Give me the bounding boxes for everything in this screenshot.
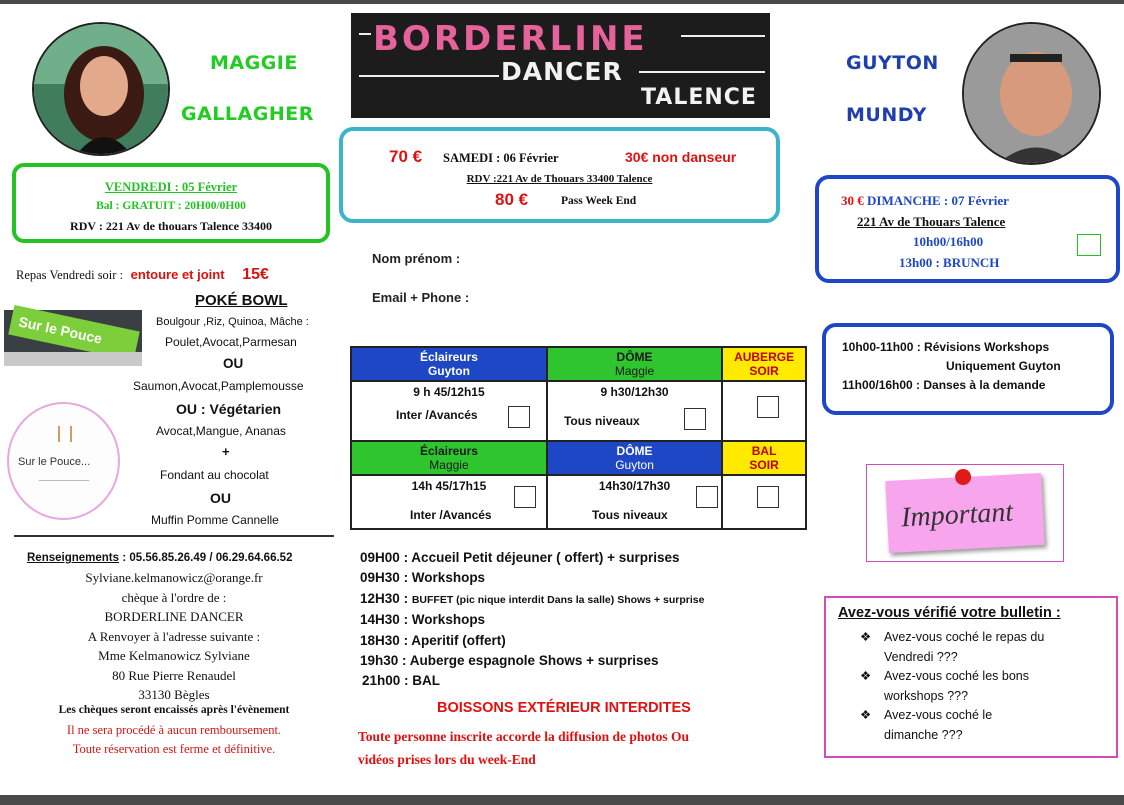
r1-c2-header: DÔME Maggie bbox=[547, 347, 722, 381]
shop-sign: Sur le Pouce bbox=[17, 313, 104, 347]
workshops-info-box bbox=[822, 323, 1114, 415]
organizer-left-lastname: GALLAGHER bbox=[181, 103, 314, 125]
guyton-photo bbox=[962, 22, 1101, 165]
sunday-checkbox[interactable] bbox=[1077, 234, 1101, 256]
logo-line2: DANCER bbox=[501, 57, 623, 86]
dessert-2: Muffin Pomme Cannelle bbox=[151, 513, 279, 527]
friday-bal: Bal : GRATUIT : 20H00/0H00 bbox=[96, 200, 246, 212]
checklist-item: ❖ Avez-vous coché les bons workshops ??? bbox=[860, 669, 1029, 703]
meal-line: Repas Vendredi soir : entoure et joint 15€ bbox=[16, 266, 269, 283]
meal-option1a: Boulgour ,Riz, Quinoa, Mâche : bbox=[156, 316, 309, 328]
saturday-day: SAMEDI : 06 Février bbox=[443, 151, 559, 165]
important-note bbox=[885, 473, 1045, 553]
organizer-left-firstname: MAGGIE bbox=[210, 52, 298, 74]
bottom-border bbox=[0, 795, 1124, 805]
meal-or1: OU bbox=[223, 356, 244, 371]
r2-c1-checkbox[interactable] bbox=[514, 486, 536, 508]
r1-c3-header: AUBERGE SOIR bbox=[722, 347, 806, 381]
logo-line3: TALENCE bbox=[641, 85, 757, 110]
borderline-logo bbox=[351, 13, 770, 118]
contact-city: 33130 Bègles bbox=[138, 687, 210, 702]
r2-c2-body: 14h30/17h30 Tous niveaux bbox=[547, 475, 722, 529]
dessert-1: Fondant au chocolat bbox=[160, 468, 269, 482]
r1-c1-body: 9 h 45/12h15 Inter /Avancés bbox=[351, 381, 547, 441]
sunday-address: 221 Av de Thouars Talence bbox=[857, 214, 1006, 229]
saturday-price: 70 € bbox=[389, 147, 423, 166]
organizer-right-lastname: MUNDY bbox=[846, 104, 927, 126]
sunday-box bbox=[815, 175, 1120, 283]
final-notice: Toute réservation est ferme et définitive. bbox=[72, 742, 276, 756]
meal-option2: Saumon,Avocat,Pamplemousse bbox=[133, 379, 304, 393]
schedule-item: 21h00 : BAL bbox=[362, 673, 441, 689]
sunday-heading: 30 € DIMANCHE : 07 Février bbox=[841, 193, 1009, 208]
shop-photo bbox=[4, 310, 142, 366]
saturday-box bbox=[339, 127, 780, 223]
schedule-item: 09H30 : Workshops bbox=[360, 570, 486, 586]
contact-payee: BORDERLINE DANCER bbox=[104, 609, 244, 624]
diamond-bullet-icon: ❖ bbox=[860, 669, 872, 683]
schedule-item: 12H30 : BUFFET (pic nique interdit Dans la salle) Shows + surprise bbox=[360, 590, 705, 606]
meal-plus: + bbox=[222, 444, 230, 459]
r1-c3-checkbox[interactable] bbox=[757, 396, 779, 418]
organizer-right-firstname: GUYTON bbox=[846, 52, 939, 74]
meal-vegetarian: OU : Végétarien bbox=[176, 401, 282, 417]
meal-title: POKÉ BOWL bbox=[195, 292, 288, 309]
checklist-title: Avez-vous vérifié votre bulletin : bbox=[838, 605, 1061, 621]
shop-logo-text: Sur le Pouce... bbox=[18, 456, 91, 468]
contact-send: A Renvoyer à l'adresse suivante : bbox=[87, 628, 261, 644]
sunday-brunch: 13h00 : BRUNCH bbox=[899, 255, 1000, 270]
checklist-item: ❖ Avez-vous coché le repas du Vendredi ??? bbox=[860, 630, 1045, 664]
r1-c1-checkbox[interactable] bbox=[508, 406, 530, 428]
checklist-box bbox=[824, 596, 1118, 758]
saturday-nondancer: 30€ non danseur bbox=[625, 149, 737, 165]
maggie-photo bbox=[32, 22, 170, 156]
schedule-item: 18H30 : Aperitif (offert) bbox=[360, 632, 506, 648]
workshops-info-line3: 11h00/16h00 : Danses à la demande bbox=[842, 378, 1046, 392]
meal-or2: OU bbox=[210, 490, 231, 506]
shop-logo bbox=[7, 402, 120, 520]
logo-line1: BORDERLINE bbox=[373, 19, 648, 59]
important-text: Important bbox=[900, 496, 1014, 534]
diamond-bullet-icon: ❖ bbox=[860, 630, 872, 644]
fork-icon bbox=[58, 426, 72, 442]
contact-phones: Renseignements : 05.56.85.26.49 / 06.29.64.66.52 bbox=[27, 552, 293, 564]
r2-c2-checkbox[interactable] bbox=[696, 486, 718, 508]
friday-title: VENDREDI : 05 Février bbox=[104, 180, 238, 194]
contact-email: Sylviane.kelmanowicz@orange.fr bbox=[85, 570, 263, 585]
schedule-item: 19h30 : Auberge espagnole Shows + surprises bbox=[360, 653, 659, 669]
r1-c2-checkbox[interactable] bbox=[684, 408, 706, 430]
contact-label: Email + Phone : bbox=[372, 290, 470, 305]
meal-option1b: Poulet,Avocat,Parmesan bbox=[165, 335, 297, 349]
sunday-hours: 10h00/16h00 bbox=[913, 234, 984, 249]
cheques-notice: Les chèques seront encaissés après l'évènement bbox=[58, 704, 290, 716]
contact-block bbox=[14, 568, 334, 705]
workshop-table bbox=[350, 346, 807, 530]
pass-price: 80 € bbox=[495, 190, 529, 209]
workshops-info-line2: Uniquement Guyton bbox=[946, 359, 1061, 373]
schedule-item: 09H00 : Accueil Petit déjeuner ( offert) + surprises bbox=[360, 550, 680, 565]
drinks-notice: BOISSONS EXTÉRIEUR INTERDITES bbox=[437, 700, 691, 716]
diamond-bullet-icon: ❖ bbox=[860, 708, 872, 722]
important-frame bbox=[866, 464, 1064, 562]
pin-icon bbox=[955, 469, 972, 486]
top-border bbox=[0, 0, 1124, 4]
workshops-info-line1: 10h00-11h00 : Révisions Workshops bbox=[842, 340, 1050, 354]
schedule-item: 14H30 : Workshops bbox=[360, 612, 486, 628]
checklist-item: ❖ Avez-vous coché le dimanche ??? bbox=[860, 708, 993, 742]
schedule bbox=[360, 548, 780, 692]
r2-c3-header: BAL SOIR bbox=[722, 441, 806, 475]
r2-c2-header: DÔME Guyton bbox=[547, 441, 722, 475]
name-label: Nom prénom : bbox=[372, 251, 461, 266]
r2-c1-header: Éclaireurs Maggie bbox=[351, 441, 547, 475]
contact-person: Mme Kelmanowicz Sylviane bbox=[98, 648, 250, 663]
r2-c3-body bbox=[722, 475, 806, 529]
saturday-rdv: RDV :221 Av de Thouars 33400 Talence bbox=[466, 173, 653, 185]
pass-label: Pass Week End bbox=[561, 195, 637, 207]
r1-c1-header: Éclaireurs Guyton bbox=[351, 347, 547, 381]
friday-box bbox=[12, 163, 330, 243]
r1-c3-body bbox=[722, 381, 806, 441]
no-refund-notice: Il ne sera procédé à aucun remboursement. bbox=[66, 723, 282, 737]
r1-c2-body: 9 h30/12h30 Tous niveaux bbox=[547, 381, 722, 441]
r2-c3-checkbox[interactable] bbox=[757, 486, 779, 508]
photo-notice-1: Toute personne inscrite accorde la diffusion de photos Ou bbox=[358, 729, 690, 744]
checklist-items bbox=[860, 628, 1044, 745]
meal-veg-items: Avocat,Mangue, Ananas bbox=[156, 424, 286, 438]
r2-c1-body: 14h 45/17h15 Inter /Avancés bbox=[351, 475, 547, 529]
photo-notice-2: vidéos prises lors du week-End bbox=[358, 752, 536, 767]
divider bbox=[14, 535, 334, 537]
contact-street: 80 Rue Pierre Renaudel bbox=[112, 667, 236, 683]
friday-rdv: RDV : 221 Av de thouars Talence 33400 bbox=[70, 219, 272, 233]
contact-cheque: chèque à l'ordre de : bbox=[121, 589, 227, 605]
